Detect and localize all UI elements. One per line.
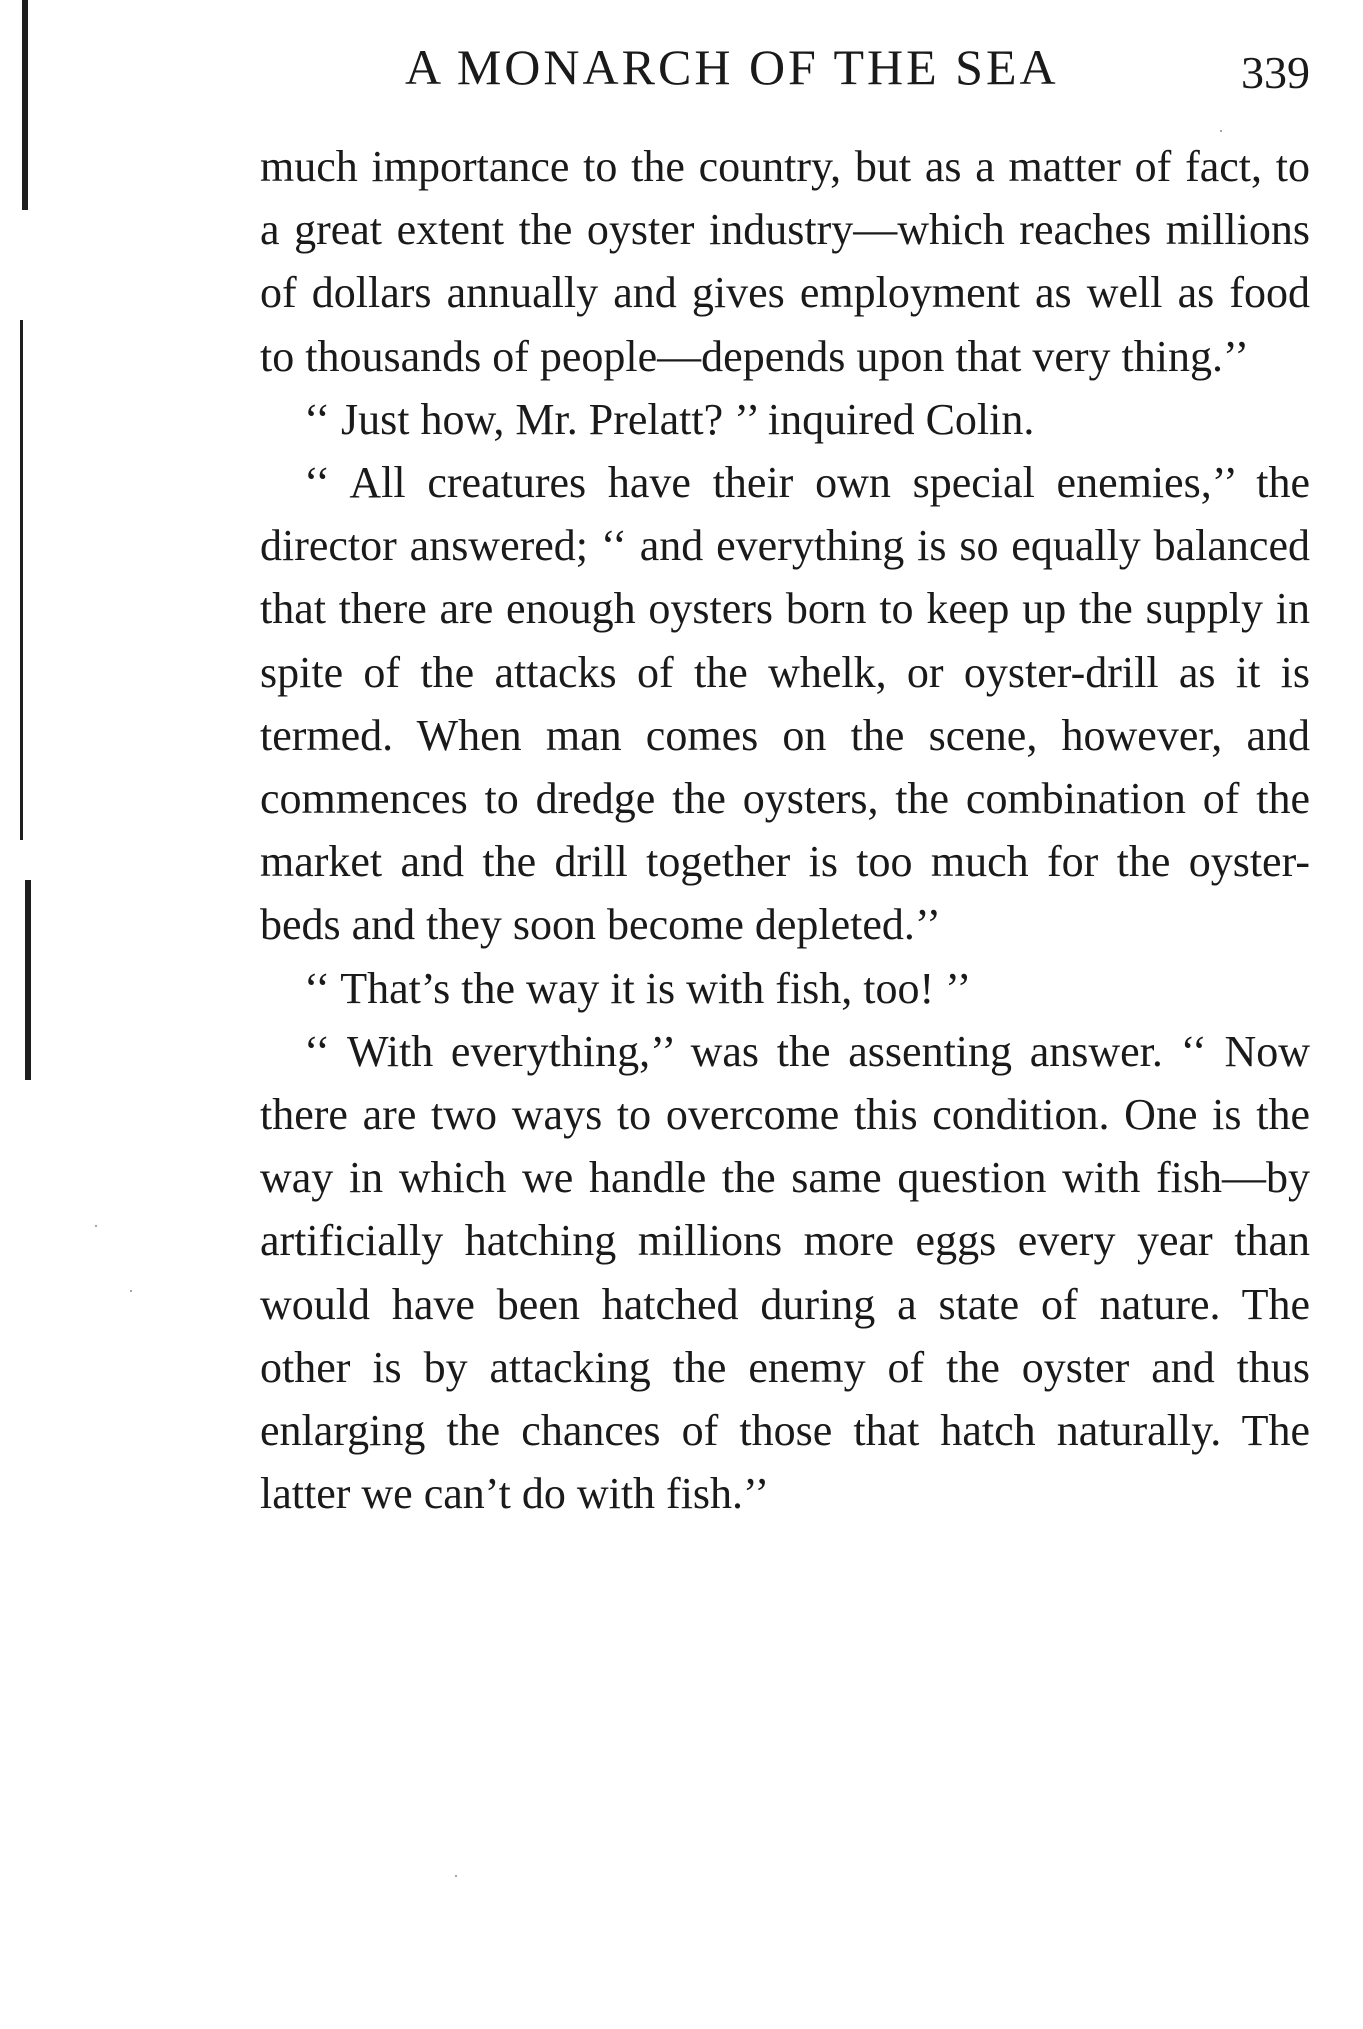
scan-speck xyxy=(95,1225,97,1227)
scan-speck xyxy=(130,1290,132,1292)
scan-edge-mark xyxy=(20,320,23,840)
scan-speck xyxy=(455,1875,457,1877)
scan-edge-mark xyxy=(25,880,31,1080)
paragraph: ‘‘ With everything,’’ was the assenting answer. ‘‘ Now there are two ways to overcome this condition. One is the way in which we handle the same question with fish—by artificially hatching millions more eggs every year than would have been hatched during a state of nature. The other is by attacking the enemy of the oyster and thus enlarging the chances of those that hatch naturally. The latter we can’t do with fish.’’ xyxy=(260,1026,1310,1519)
running-title: A MONARCH OF THE SEA xyxy=(405,39,1059,95)
page-number: 339 xyxy=(1241,47,1310,98)
running-header xyxy=(260,38,1310,108)
page-body xyxy=(260,135,1310,1525)
paragraph: ‘‘ That’s the way it is with fish, too! ’’ xyxy=(304,963,972,1013)
scan-edge-mark xyxy=(22,0,28,210)
paragraph: ‘‘ Just how, Mr. Prelatt? ’’ inquired Colin. xyxy=(304,394,1035,444)
paragraph-continued: much importance to the country, but as a matter of fact, to a great extent the oyster industry—which reaches millions of dollars annually and gives employment as well as food to thousands of people—depends upon that very thing.’’ xyxy=(260,142,1310,381)
paragraph: ‘‘ All creatures have their own special enemies,’’ the director answered; ‘‘ and everything is so equally balanced that there are enough oysters born to keep up the supply in spite of the attacks of the whelk, or oyster-drill as it is termed. When man comes on the scene, however, and commences to dredge the oysters, the combination of the market and the drill together is too much for the oyster-beds and they soon become depleted.’’ xyxy=(260,458,1310,950)
scan-speck xyxy=(1220,130,1222,132)
